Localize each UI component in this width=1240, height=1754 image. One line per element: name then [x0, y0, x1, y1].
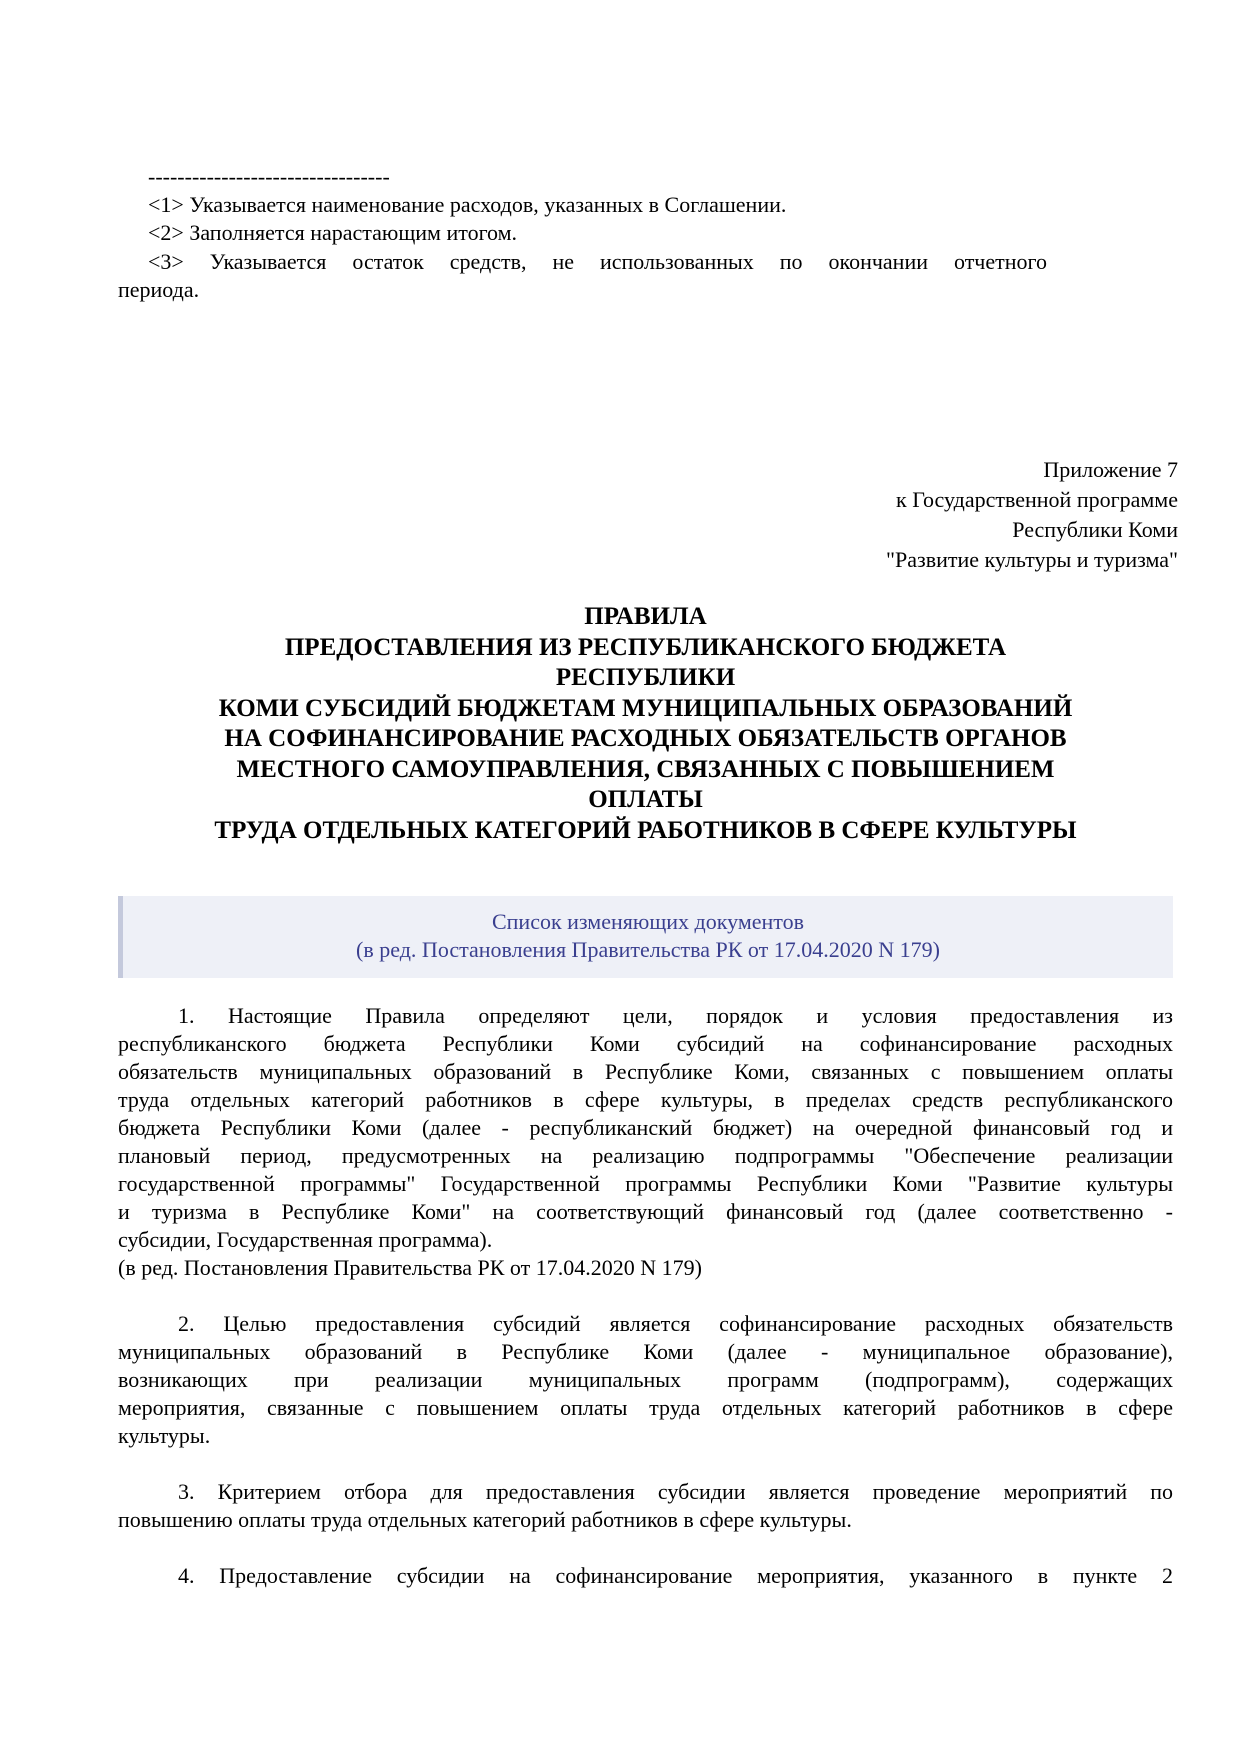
- footnote-2: <2> Заполняется нарастающим итогом.: [148, 220, 518, 245]
- changes-box: [118, 896, 1173, 978]
- footnote-1: <1> Указывается наименование расходов, указанных в Соглашении.: [148, 192, 787, 217]
- changes-heading: Список изменяющих документов: [491, 909, 804, 934]
- paragraph-2-line-3: возникающих при реализации муниципальных программ (подпрограмм), содержащих: [118, 1367, 1173, 1392]
- appendix-line-3: Республики Коми: [1012, 517, 1178, 542]
- title-line-8: ТРУДА ОТДЕЛЬНЫХ КАТЕГОРИЙ РАБОТНИКОВ В СФЕРЕ КУЛЬТУРЫ: [214, 816, 1077, 844]
- paragraph-1-line-6: плановый период, предусмотренных на реализацию подпрограммы "Обеспечение реализации: [118, 1143, 1173, 1168]
- appendix-line-2: к Государственной программе: [896, 487, 1178, 512]
- title-line-2: ПРЕДОСТАВЛЕНИЯ ИЗ РЕСПУБЛИКАНСКОГО БЮДЖЕТА: [284, 633, 1007, 661]
- paragraph-1-line-9: субсидии, Государственная программа).: [118, 1227, 493, 1252]
- paragraph-3-line-2: повышению оплаты труда отдельных категорий работников в сфере культуры.: [118, 1507, 852, 1532]
- paragraph-2-line-2: муниципальных образований в Республике Коми (далее - муниципальное образование),: [118, 1339, 1173, 1364]
- footnote-3-line-1: <3> Указывается остаток средств, не использованных по окончании отчетного: [148, 249, 1047, 274]
- footnote-3-line-2: периода.: [118, 277, 200, 302]
- title-line-5: НА СОФИНАНСИРОВАНИЕ РАСХОДНЫХ ОБЯЗАТЕЛЬСТВ ОРГАНОВ: [224, 725, 1067, 752]
- paragraph-1-line-3: обязательств муниципальных образований в Республике Коми, связанных с повышением оплаты: [118, 1059, 1173, 1084]
- title-line-1: ПРАВИЛА: [584, 603, 707, 630]
- paragraph-2-line-4: мероприятия, связанные с повышением оплаты труда отдельных категорий работников в сфере: [118, 1395, 1173, 1420]
- document-title: [118, 602, 1173, 846]
- paragraph-1-line-8: и туризма в Республике Коми" на соответствующий финансовый год (далее соответственно -: [118, 1199, 1173, 1224]
- changes-reference: (в ред. Постановления Правительства РК от 17.04.2020 N 179): [356, 937, 940, 962]
- paragraph-3-line-1: 3. Критерием отбора для предоставления субсидии является проведение мероприятий по: [178, 1479, 1173, 1504]
- paragraph-4-line-1: 4. Предоставление субсидии на софинансирование мероприятия, указанного в пункте 2: [178, 1563, 1173, 1588]
- appendix-line-4: "Развитие культуры и туризма": [886, 547, 1178, 572]
- paragraph-1-note: (в ред. Постановления Правительства РК от 17.04.2020 N 179): [118, 1255, 702, 1280]
- paragraph-1-line-4: труда отдельных категорий работников в сфере культуры, в пределах средств республиканского: [118, 1087, 1173, 1112]
- paragraph-1-line-2: республиканского бюджета Республики Коми субсидий на софинансирование расходных: [118, 1031, 1173, 1056]
- appendix-header: [886, 455, 1178, 575]
- paragraph-1-line-1: 1. Настоящие Правила определяют цели, порядок и условия предоставления из: [178, 1003, 1173, 1028]
- paragraph-2-line-5: культуры.: [118, 1423, 211, 1448]
- footnote-separator: ---------------------------------: [148, 164, 390, 189]
- title-line-3: РЕСПУБЛИКИ: [555, 664, 736, 691]
- title-line-6: МЕСТНОГО САМОУПРАВЛЕНИЯ, СВЯЗАННЫХ С ПОВЫШЕНИЕМ: [236, 755, 1055, 783]
- title-line-4: КОМИ СУБСИДИЙ БЮДЖЕТАМ МУНИЦИПАЛЬНЫХ ОБРАЗОВАНИЙ: [218, 694, 1073, 722]
- appendix-line-1: Приложение 7: [1043, 457, 1178, 482]
- paragraph-1-line-5: бюджета Республики Коми (далее - республиканский бюджет) на очередной финансовый год и: [118, 1115, 1173, 1140]
- paragraph-2-line-1: 2. Целью предоставления субсидий является софинансирование расходных обязательств: [178, 1311, 1173, 1336]
- paragraph-1-line-7: государственной программы" Государственной программы Республики Коми "Развитие культуры: [118, 1171, 1173, 1196]
- title-line-7: ОПЛАТЫ: [588, 786, 703, 813]
